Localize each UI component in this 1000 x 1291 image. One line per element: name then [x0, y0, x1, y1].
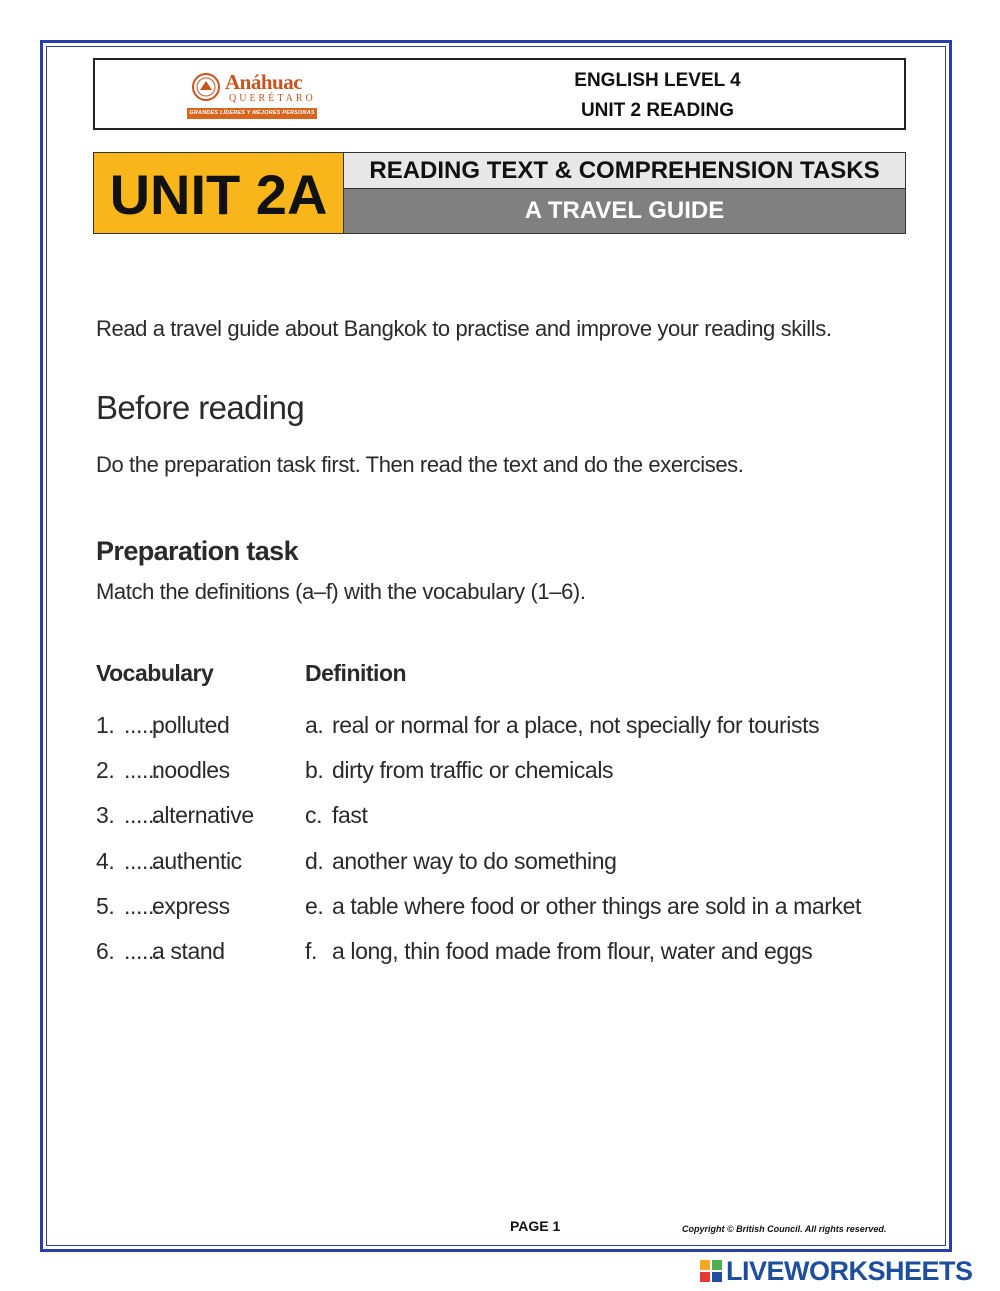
vocab-word: express: [152, 893, 230, 919]
answer-blank[interactable]: ......: [124, 802, 160, 828]
vocab-word: authentic: [152, 848, 242, 874]
instructions-text: Do the preparation task first. Then read the text and do the exercises.: [96, 452, 744, 477]
item-number: 1.: [96, 712, 115, 738]
definition-letter: d.: [305, 848, 324, 874]
definition-header: Definition: [305, 660, 407, 686]
before-reading-heading: Before reading: [96, 389, 305, 426]
logo-city: QUERÉTARO: [229, 93, 316, 104]
vocabulary-header: Vocabulary: [96, 660, 214, 686]
definition-text: another way to do something: [332, 848, 617, 874]
page-number: PAGE 1: [510, 1218, 561, 1234]
unit-banner: [93, 152, 906, 234]
match-instruction: Match the definitions (a–f) with the vocabulary (1–6).: [96, 579, 586, 604]
vocab-row-2: [96, 757, 876, 791]
definition-text: real or normal for a place, not specially for tourists: [332, 712, 820, 738]
definition-letter: b.: [305, 757, 324, 783]
logo-tagline: GRANDES LÍDERES Y MEJORES PERSONAS: [187, 108, 317, 119]
definition-letter: f.: [305, 938, 317, 964]
answer-blank[interactable]: ......: [124, 757, 160, 783]
item-number: 6.: [96, 938, 115, 964]
item-number: 3.: [96, 802, 115, 828]
item-number: 2.: [96, 757, 115, 783]
answer-blank[interactable]: ......: [124, 848, 160, 874]
item-number: 5.: [96, 893, 115, 919]
vocab-word: alternative: [152, 802, 254, 828]
definition-text: dirty from traffic or chemicals: [332, 757, 614, 783]
liveworksheets-watermark: [700, 1254, 973, 1288]
vocab-row-3: [96, 802, 876, 836]
header-box: [93, 58, 906, 130]
answer-blank[interactable]: ......: [124, 938, 160, 964]
definition-letter: c.: [305, 802, 323, 828]
definition-letter: e.: [305, 893, 324, 919]
anahuac-logo: [187, 68, 317, 120]
logo-name: Anáhuac: [225, 70, 303, 94]
item-number: 4.: [96, 848, 115, 874]
vocab-row-1: [96, 712, 876, 746]
header-titles: [545, 66, 770, 126]
answer-blank[interactable]: ......: [124, 712, 160, 738]
logo-emblem-icon: [191, 72, 221, 102]
vocab-row-4: [96, 848, 876, 882]
intro-text: Read a travel guide about Bangkok to practise and improve your reading skills.: [96, 316, 832, 341]
header-unit: UNIT 2 READING: [580, 100, 735, 121]
copyright-text: Copyright © British Council. All rights reserved.: [682, 1224, 887, 1234]
vocab-word: a stand: [152, 938, 225, 964]
unit-subheading: A TRAVEL GUIDE: [344, 189, 905, 233]
definition-text: a long, thin food made from flour, water and eggs: [332, 938, 813, 964]
header-level: ENGLISH LEVEL 4: [574, 70, 741, 91]
vocab-word: noodles: [152, 757, 230, 783]
vocab-row-5: [96, 893, 876, 927]
vocab-row-6: [96, 938, 876, 972]
vocab-word: polluted: [152, 712, 230, 738]
unit-heading: READING TEXT & COMPREHENSION TASKS: [344, 153, 905, 189]
liveworksheets-logo-icon: [700, 1260, 722, 1282]
watermark-text: LIVEWORKSHEETS: [726, 1255, 973, 1286]
definition-letter: a.: [305, 712, 324, 738]
unit-label: UNIT 2A: [94, 153, 344, 233]
definition-text: fast: [332, 802, 368, 828]
preparation-task-heading: Preparation task: [96, 536, 298, 566]
answer-blank[interactable]: ......: [124, 893, 160, 919]
definition-text: a table where food or other things are sold in a market: [332, 893, 862, 919]
